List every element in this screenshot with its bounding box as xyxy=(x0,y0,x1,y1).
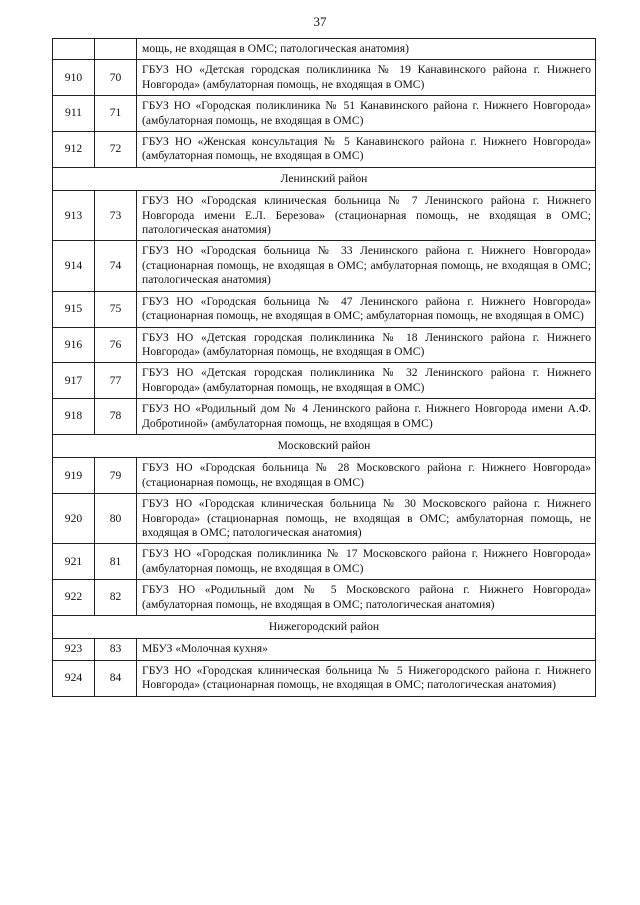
row-index-cell: 920 xyxy=(53,494,95,544)
row-description: ГБУЗ НО «Детская городская поликлиника № 19 Канавинского района г. Нижнего Новгорода» (амбулаторная помощь, не входящая в ОМС) xyxy=(137,60,596,96)
table-row xyxy=(53,544,596,580)
row-subindex-cell: 79 xyxy=(95,458,137,494)
row-subindex-cell: 74 xyxy=(95,241,137,291)
row-description: ГБУЗ НО «Городская больница № 47 Ленинского района г. Нижнего Новгорода» (стационарная помощь, не входящая в ОМС; амбулаторная помощь, не входящая в ОМС) xyxy=(137,291,596,327)
row-subindex-cell: 78 xyxy=(95,399,137,435)
row-subindex-cell: 80 xyxy=(95,494,137,544)
section-header-row xyxy=(53,616,596,639)
table-row xyxy=(53,327,596,363)
registry-table-body xyxy=(53,39,596,697)
row-subindex-cell: 72 xyxy=(95,132,137,168)
row-description: ГБУЗ НО «Городская больница № 33 Ленинского района г. Нижнего Новгорода» (стационарная помощь, не входящая в ОМС; амбулаторная помощь, не входящая в ОМС; патологическая анатомия) xyxy=(137,241,596,291)
section-header-nizhegorodsky: Нижегородский район xyxy=(53,616,596,639)
row-index-cell: 911 xyxy=(53,96,95,132)
row-index-cell: 924 xyxy=(53,660,95,696)
row-subindex-cell: 82 xyxy=(95,580,137,616)
table-row xyxy=(53,132,596,168)
section-header-moskovsky: Московский район xyxy=(53,434,596,457)
table-row xyxy=(53,60,596,96)
table-row xyxy=(53,191,596,241)
section-header-row xyxy=(53,167,596,190)
row-description: ГБУЗ НО «Родильный дом № 4 Ленинского района г. Нижнего Новгорода имени А.Ф. Добротиной» (амбулаторная помощь, не входящая в ОМС) xyxy=(137,399,596,435)
row-subindex-cell: 75 xyxy=(95,291,137,327)
row-description: ГБУЗ НО «Детская городская поликлиника № 18 Ленинского района г. Нижнего Новгорода» (амбулаторная помощь, не входящая в ОМС) xyxy=(137,327,596,363)
row-description: ГБУЗ НО «Городская поликлиника № 51 Канавинского района г. Нижнего Новгорода» (амбулаторная помощь, не входящая в ОМС) xyxy=(137,96,596,132)
row-index-cell: 921 xyxy=(53,544,95,580)
row-subindex-cell: 84 xyxy=(95,660,137,696)
table-row xyxy=(53,291,596,327)
row-index-cell: 913 xyxy=(53,191,95,241)
table-row xyxy=(53,639,596,660)
table-row xyxy=(53,39,596,60)
row-index-cell: 922 xyxy=(53,580,95,616)
row-subindex-cell: 81 xyxy=(95,544,137,580)
row-index-cell: 919 xyxy=(53,458,95,494)
row-index-cell: 923 xyxy=(53,639,95,660)
table-row xyxy=(53,241,596,291)
row-subindex-cell: 77 xyxy=(95,363,137,399)
table-row xyxy=(53,580,596,616)
page-number: 37 xyxy=(313,14,327,29)
row-description: ГБУЗ НО «Городская клиническая больница № 5 Нижегородского района г. Нижнего Новгорода» (стационарная помощь, не входящая в ОМС; патологическая анатомия) xyxy=(137,660,596,696)
row-description: ГБУЗ НО «Женская консультация № 5 Канавинского района г. Нижнего Новгорода» (амбулаторная помощь, не входящая в ОМС) xyxy=(137,132,596,168)
row-description: ГБУЗ НО «Городская больница № 28 Московского района г. Нижнего Новгорода» (стационарная помощь, не входящая в ОМС) xyxy=(137,458,596,494)
row-description: ГБУЗ НО «Родильный дом № 5 Московского района г. Нижнего Новгорода» (амбулаторная помощь, не входящая в ОМС; патологическая анатомия) xyxy=(137,580,596,616)
table-row xyxy=(53,363,596,399)
section-header-leninsky: Ленинский район xyxy=(53,167,596,190)
row-description: мощь, не входящая в ОМС; патологическая анатомия) xyxy=(137,39,596,60)
row-index-cell: 918 xyxy=(53,399,95,435)
row-index-cell: 915 xyxy=(53,291,95,327)
row-index-cell: 912 xyxy=(53,132,95,168)
table-row xyxy=(53,458,596,494)
table-row xyxy=(53,660,596,696)
row-description: ГБУЗ НО «Детская городская поликлиника № 32 Ленинского района г. Нижнего Новгорода» (амбулаторная помощь, не входящая в ОМС) xyxy=(137,363,596,399)
row-subindex-cell: 71 xyxy=(95,96,137,132)
row-index-cell: 910 xyxy=(53,60,95,96)
row-index-cell: 916 xyxy=(53,327,95,363)
table-row xyxy=(53,494,596,544)
row-subindex-cell: 70 xyxy=(95,60,137,96)
row-index-cell: 914 xyxy=(53,241,95,291)
table-row xyxy=(53,96,596,132)
row-description: МБУЗ «Молочная кухня» xyxy=(137,639,596,660)
row-index-cell xyxy=(53,39,95,60)
row-subindex-cell: 76 xyxy=(95,327,137,363)
table-row xyxy=(53,399,596,435)
row-subindex-cell: 83 xyxy=(95,639,137,660)
row-description: ГБУЗ НО «Городская клиническая больница № 7 Ленинского района г. Нижнего Новгорода имени Е.Л. Березова» (стационарная помощь, не входящая в ОМС; патологическая анатомия) xyxy=(137,191,596,241)
row-subindex-cell: 73 xyxy=(95,191,137,241)
row-subindex-cell xyxy=(95,39,137,60)
row-description: ГБУЗ НО «Городская поликлиника № 17 Московского района г. Нижнего Новгорода» (амбулаторная помощь, не входящая в ОМС) xyxy=(137,544,596,580)
section-header-row xyxy=(53,434,596,457)
registry-table xyxy=(52,38,596,697)
row-index-cell: 917 xyxy=(53,363,95,399)
row-description: ГБУЗ НО «Городская клиническая больница № 30 Московского района г. Нижнего Новгорода» (стационарная помощь, не входящая в ОМС; амбулаторная помощь, не входящая в ОМС; патологическая анатомия) xyxy=(137,494,596,544)
